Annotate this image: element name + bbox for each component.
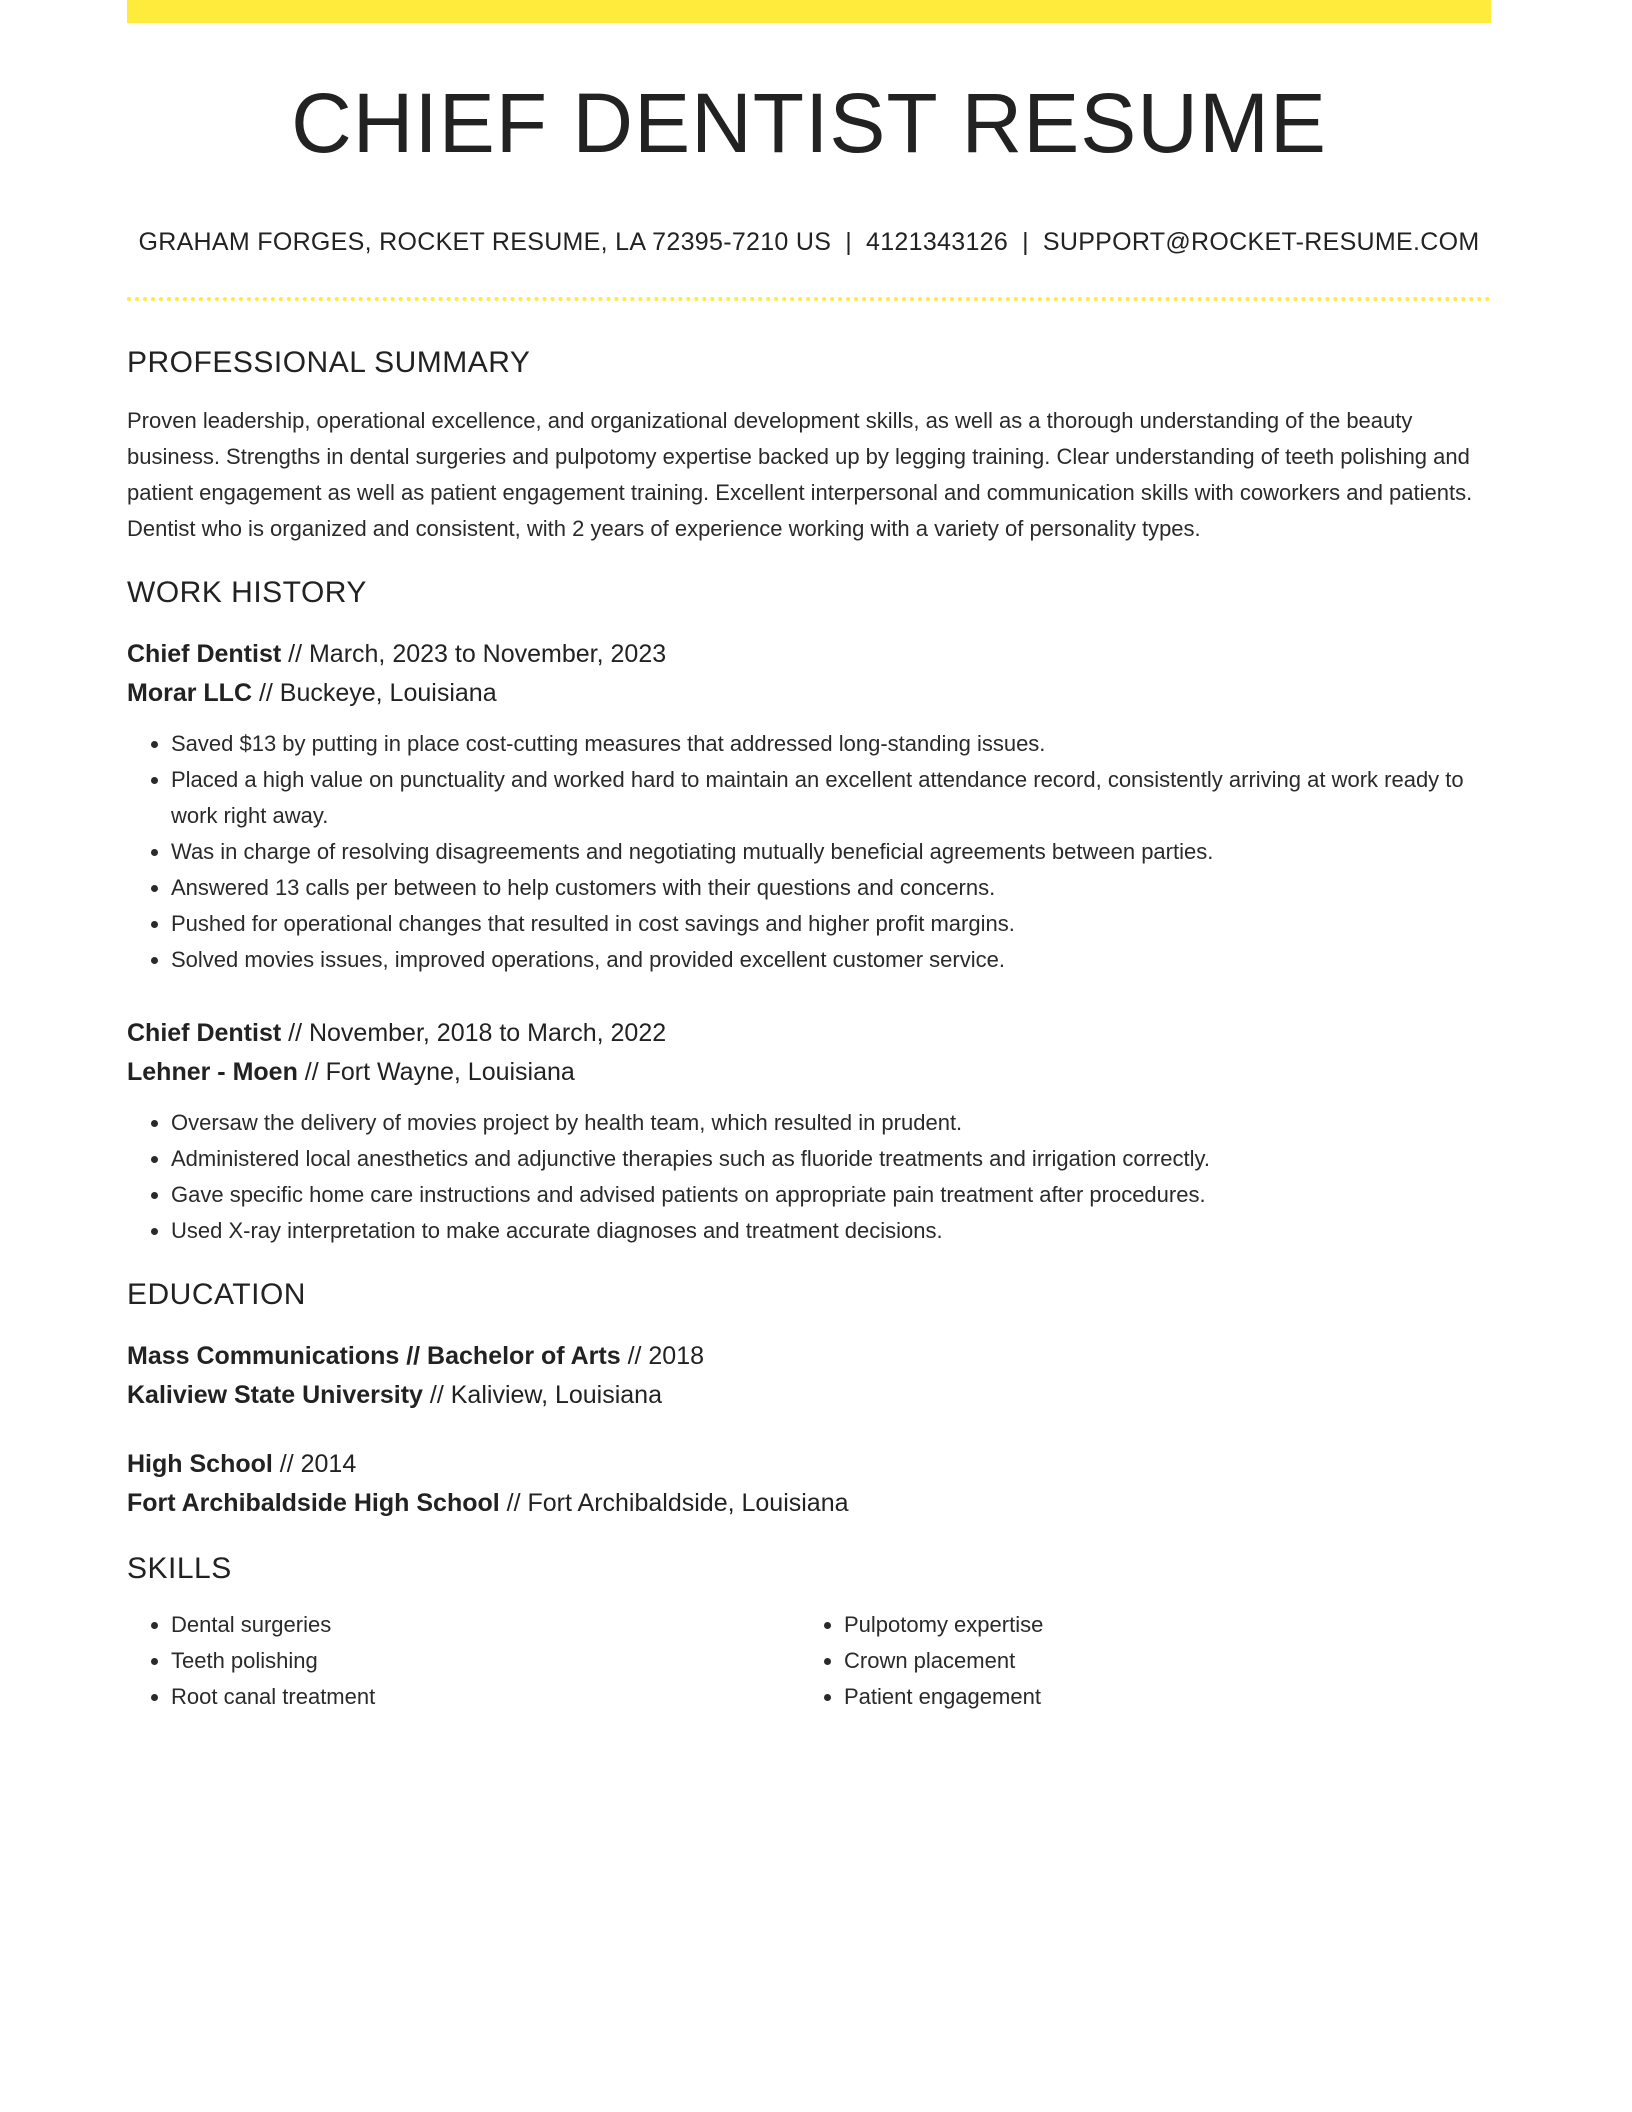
job-bullets (127, 1105, 1491, 1249)
skills-heading: SKILLS (127, 1552, 232, 1585)
education-degree-line (127, 1337, 1491, 1376)
education-school-line (127, 1376, 1491, 1415)
education-degree: Mass Communications // Bachelor of Arts (127, 1342, 621, 1370)
contact-separator: | (845, 228, 853, 256)
work-history-heading: WORK HISTORY (127, 576, 367, 609)
job-dates: // November, 2018 to March, 2022 (281, 1019, 667, 1047)
skill-item: • Root canal treatment (171, 1679, 800, 1715)
skills-grid (127, 1607, 1491, 1715)
job-title-line (127, 1014, 1491, 1053)
contact-line (127, 227, 1491, 257)
education-location: // Kaliview, Louisiana (422, 1381, 662, 1409)
job-company: Lehner - Moen (127, 1058, 298, 1086)
job-title: Chief Dentist (127, 1019, 282, 1047)
job-entry (127, 635, 1491, 978)
job-bullet: • Used X-ray interpretation to make accurate diagnoses and treatment decisions. (171, 1213, 1491, 1249)
job-company-line (127, 1053, 1491, 1092)
job-bullet: • Gave specific home care instructions and advised patients on appropriate pain treatment after procedures. (171, 1177, 1491, 1213)
job-bullets (127, 726, 1491, 978)
education-school: Fort Archibaldside High School (127, 1489, 500, 1517)
job-location: // Buckeye, Louisiana (252, 679, 497, 707)
job-company: Morar LLC (127, 679, 252, 707)
skill-item: • Crown placement (844, 1643, 1473, 1679)
job-title-line (127, 635, 1491, 674)
skill-item: • Dental surgeries (171, 1607, 800, 1643)
contact-address: GRAHAM FORGES, ROCKET RESUME, LA 72395-7210 US (138, 228, 832, 256)
job-entry (127, 1014, 1491, 1249)
skills-column-left (127, 1607, 800, 1715)
dotted-divider (127, 297, 1491, 301)
skill-item: • Teeth polishing (171, 1643, 800, 1679)
job-title: Chief Dentist (127, 640, 282, 668)
job-location: // Fort Wayne, Louisiana (297, 1058, 575, 1086)
summary-heading: PROFESSIONAL SUMMARY (127, 346, 531, 379)
education-entry (127, 1337, 1491, 1415)
job-bullet: • Saved $13 by putting in place cost-cutting measures that addressed long-standing issues. (171, 726, 1491, 762)
education-degree: High School (127, 1450, 273, 1478)
job-bullet: • Answered 13 calls per between to help customers with their questions and concerns. (171, 870, 1491, 906)
summary-text: Proven leadership, operational excellence, and organizational development skills, as well as a thorough understanding of the beauty business. Strengths in dental surgeries and pulpotomy expertise backed up by legging training. Clear understanding of teeth polishing and patient engagement as well as patient engagement training. Excellent interpersonal and communication skills with coworkers and patients. Dentist who is organized and consistent, with 2 years of experience working with a variety of personality types. (127, 408, 1473, 541)
education-year: // 2014 (272, 1450, 357, 1478)
accent-top-bar (127, 0, 1491, 23)
resume-title: CHIEF DENTIST RESUME (291, 76, 1327, 170)
education-degree-line (127, 1445, 1491, 1484)
education-school-line (127, 1484, 1491, 1523)
job-company-line (127, 674, 1491, 713)
job-bullet: • Administered local anesthetics and adjunctive therapies such as fluoride treatments and irrigation correctly. (171, 1141, 1491, 1177)
education-heading: EDUCATION (127, 1278, 306, 1311)
contact-separator: | (1022, 228, 1029, 256)
skills-column-right (800, 1607, 1473, 1715)
education-school: Kaliview State University (127, 1381, 423, 1409)
education-location: // Fort Archibaldside, Louisiana (499, 1489, 849, 1517)
job-bullet: • Was in charge of resolving disagreements and negotiating mutually beneficial agreements between parties. (171, 834, 1491, 870)
job-dates: // March, 2023 to November, 2023 (281, 640, 667, 668)
resume-page (127, 0, 1491, 1715)
job-bullet: • Oversaw the delivery of movies project by health team, which resulted in prudent. (171, 1105, 1491, 1141)
skill-item: • Pulpotomy expertise (844, 1607, 1473, 1643)
skill-item: • Patient engagement (844, 1679, 1473, 1715)
job-bullet: • Pushed for operational changes that resulted in cost savings and higher profit margins. (171, 906, 1491, 942)
education-entry (127, 1445, 1491, 1523)
job-bullet: • Placed a high value on punctuality and worked hard to maintain an excellent attendance record, consistently arriving at work ready to work right away. (171, 762, 1491, 834)
contact-phone: 4121343126 (866, 228, 1009, 256)
job-bullet: • Solved movies issues, improved operations, and provided excellent customer service. (171, 942, 1491, 978)
contact-email: SUPPORT@ROCKET-RESUME.COM (1042, 228, 1480, 256)
education-year: // 2018 (620, 1342, 705, 1370)
